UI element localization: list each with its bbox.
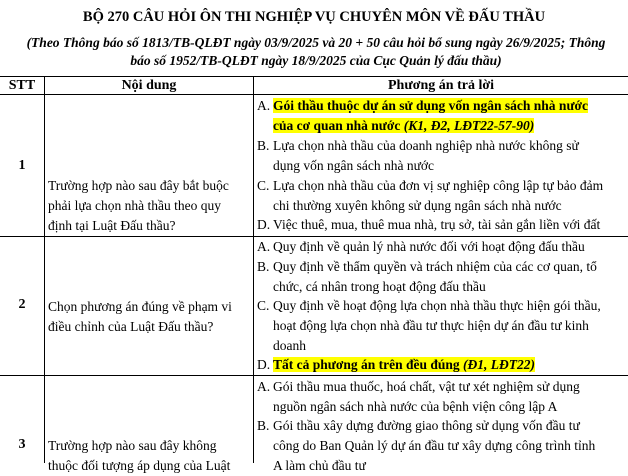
subtitle-line-1: (Theo Thông báo số 1813/TB-QLĐT ngày 03/9/2025 và 20 + 50 câu hỏi bổ sung ngày 26/9/2025; Thông	[26, 35, 606, 50]
legal-reference: (K1, Đ2, LĐT22-57-90)	[403, 118, 535, 133]
question-line: phải lựa chọn nhà thầu theo quy	[48, 198, 222, 213]
answer-option-d-correct	[257, 355, 628, 375]
answer-option-b	[257, 136, 628, 176]
row-number: 1	[18, 158, 26, 173]
subtitle-line-2: báo số 1952/TB-QLĐT ngày 18/9/2025 của Cục Quản lý đấu thầu)	[130, 53, 502, 68]
option-letter: A.	[257, 379, 271, 394]
option-letter: B.	[257, 138, 270, 153]
option-line: chức, cá nhân trong hoạt động đấu thầu	[273, 279, 486, 294]
answer-option-a	[257, 237, 628, 257]
column-divider-2	[253, 76, 254, 463]
option-line: Quy định về thẩm quyền và trách nhiệm của các cơ quan, tổ	[273, 259, 597, 274]
option-line: của cơ quan nhà nước	[273, 118, 401, 133]
answer-option-a-correct	[257, 96, 628, 136]
question-line: điều chỉnh của Luật Đấu thầu?	[48, 319, 214, 334]
answer-option-b	[257, 416, 628, 476]
option-letter: C.	[257, 298, 270, 313]
option-line: Gói thầu thuộc dự án sử dụng vốn ngân sách nhà nước	[273, 98, 589, 113]
question-line: Chọn phương án đúng về phạm vi	[48, 299, 232, 314]
answer-option-c	[257, 296, 628, 356]
option-line: chi thường xuyên không sử dụng ngân sách nhà nước	[273, 198, 562, 213]
question-text	[48, 436, 248, 476]
row-number: 3	[18, 437, 26, 452]
option-letter: B.	[257, 259, 270, 274]
option-line: Việc thuê, mua, thuê mua nhà, trụ sở, tài sản gắn liền với đất	[273, 217, 601, 232]
option-letter: B.	[257, 418, 270, 433]
answer-option-b	[257, 257, 628, 297]
option-letter: A.	[257, 239, 271, 254]
option-line: Tất cả phương án trên đều đúng	[273, 357, 460, 372]
option-line: Lựa chọn nhà thầu của đơn vị sự nghiệp công lập tự bảo đảm	[273, 178, 604, 193]
option-line: Lựa chọn nhà thầu của doanh nghiệp nhà nước không sử	[273, 138, 579, 153]
column-header-answer: Phương án trả lời	[388, 78, 494, 93]
question-text	[48, 176, 248, 236]
question-line: thuộc đối tượng áp dụng của Luật	[48, 458, 231, 473]
option-line: doanh	[273, 338, 306, 353]
row-2-border	[0, 375, 628, 376]
column-header-content: Nội dung	[121, 78, 177, 93]
option-line: Gói thầu mua thuốc, hoá chất, vật tư xét nghiệm sử dụng	[273, 379, 580, 394]
answer-option-d	[257, 215, 628, 235]
option-line: hoạt động lựa chọn nhà đầu tư thực hiện dự án đầu tư kinh	[273, 318, 589, 333]
option-letter: A.	[257, 98, 271, 113]
question-text	[48, 297, 248, 337]
question-line: định tại Luật Đấu thầu?	[48, 218, 176, 233]
row-number: 2	[18, 297, 26, 312]
table-header-border	[0, 94, 628, 95]
answer-option-c	[257, 176, 628, 216]
legal-reference: (Đ1, LĐT22)	[463, 357, 535, 372]
document-title: BỘ 270 CÂU HỎI ÔN THI NGHIỆP VỤ CHUYÊN MÔN VỀ ĐẤU THẦU	[82, 9, 546, 25]
column-divider-1	[44, 76, 45, 463]
question-line: Trường hợp nào sau đây bắt buộc	[48, 178, 229, 193]
column-header-stt: STT	[8, 78, 36, 93]
question-line: Trường hợp nào sau đây không	[48, 438, 217, 453]
document-subtitle	[4, 34, 628, 70]
option-line: công do Ban Quản lý dự án đầu tư xây dựng công trình tỉnh	[273, 438, 596, 453]
option-line: Quy định về hoạt động lựa chọn nhà thầu thực hiện gói thầu,	[273, 298, 601, 313]
option-letter: D.	[257, 357, 271, 372]
option-line: Quy định về quản lý nhà nước đối với hoạt động đấu thầu	[273, 239, 585, 254]
option-line: Gói thầu xây dựng đường giao thông sử dụng vốn đầu tư	[273, 418, 580, 433]
option-line: A làm chủ đầu tư	[273, 458, 366, 473]
option-line: dụng vốn ngân sách nhà nước	[273, 158, 435, 173]
option-line: nguồn ngân sách nhà nước của bệnh viện công lập A	[273, 399, 558, 414]
option-letter: C.	[257, 178, 270, 193]
option-letter: D.	[257, 217, 271, 232]
answer-option-a	[257, 377, 628, 417]
